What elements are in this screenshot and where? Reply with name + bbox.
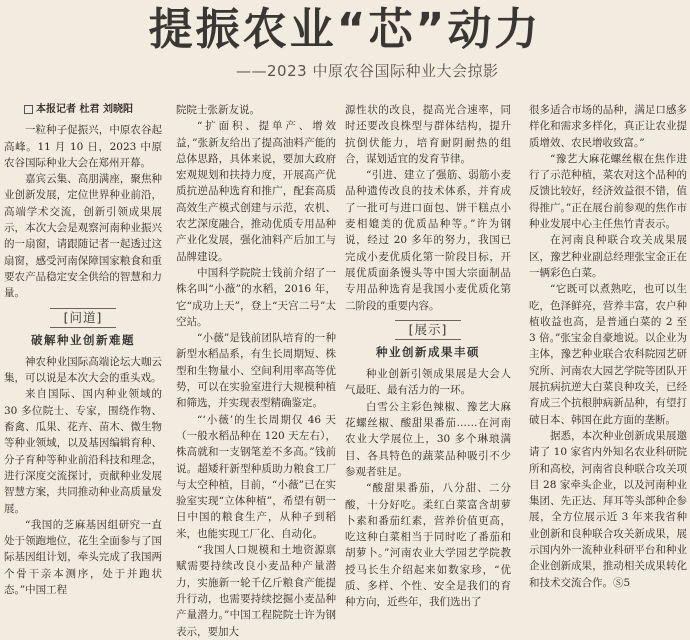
paragraph: “‘小薇’的生长周期仅 46 天（一般水稻品种在 120 天左右），株高就和一支钢笔差不多高。”钱前说。超矮秆新型种质助力粮食工厂与太空种植，目前，“小薇”已在实验室实现“立体种植”，希望有朝一日中国的粮食生产，从种子到稻米，也能实现工厂化、自动化。 [176, 413, 336, 540]
column-3 [345, 102, 511, 609]
column-2 [176, 102, 336, 638]
section-title: 破解种业创新难题 [31, 332, 135, 347]
section-header-zhanshi [345, 320, 511, 360]
section-tag: [问道] [50, 308, 117, 328]
paragraph: “它既可以煮熟吃，也可以生吃，色泽鲜亮，营养丰富，农户种植收益也高，是普通白菜的 2 至 3 倍。”张宝金自豪地说。以企业为主体，豫艺种业联合农科院园艺研究所、河南农大园艺学院等团队开展抗病抗逆大白菜良种攻关，已经育成三个抗根肿病新品种，有望打破日本、韩国在此方面的垄断。 [529, 283, 687, 426]
paragraph: “酸甜果番茄，八分甜、二分酸，十分好吃。柔红白菜富含胡萝卜素和番茄红素，营养价值更高，吃这种白菜相当于同时吃了番茄和胡萝卜。”河南农业大学园艺学院教授马长生介绍起来如数家珍，“优质、多样、个性、安全是我们的育种方向，近些年，我们选出了 [345, 482, 511, 609]
section-title: 种业创新成果丰硕 [376, 344, 480, 359]
paragraph: 源性状的改良，提高光合速率，同时还要改良株型与群体结构，提升抗倒伏能力，培育耐阴耐热的组合，谋划适宜的发育节律。 [345, 104, 511, 165]
paragraph: 种业创新引领成果展是大会人气最旺、最有活力的一环。 [345, 368, 511, 397]
section-header-wendao [4, 308, 162, 348]
byline-text: 本报记者 杜君 刘晓阳 [36, 104, 133, 115]
paragraph: 据悉，本次种业创新成果展邀请了 10 家省内外知名农业科研院所和高校，河南省良种联合攻关项目 28 家牵头企业，以及河南种业集团、先正达、拜耳等头部种企参展，全方位展示近 3 年来我省种业创新和良种联合攻关新成果，展示国内外一流种业科研平台和种业企业创新成果，推动相关成果转化和技术交流合作。Ⓢ5 [529, 429, 687, 589]
paragraph: “引进、建立了强筋、弱筋小麦品种遗传改良的技术体系，并育成了一批可与进口面包、饼干糕点小麦相媲美的优质品种等。”许为钢说，经过 20 多年的努力，我国已完成小麦优质化第一阶段目标，开展优质面条馒头等中国大宗面制品专用品种选育是我国小麦优质化第二阶段的重要内容。 [345, 169, 511, 312]
subheadline: ——2023 中原农谷国际种业大会掠影 [236, 62, 499, 80]
byline [4, 102, 162, 118]
column-1 [4, 102, 162, 597]
paragraph: 白雪公主彩色辣椒、豫艺大麻花螺丝椒、酸甜果番茄……在河南农业大学展位上，30 多个琳琅满目、各具特色的蔬菜品种吸引不少参观者驻足。 [345, 400, 511, 478]
paragraph: “豫艺大麻花螺丝椒在焦作进行了示范种植，菜农对这个品种的反馈比较好，经济效益很不错，值得推广。”正在展台前参观的焦作市种业发展中心主任焦竹青表示。 [529, 152, 687, 231]
column-4 [529, 102, 687, 589]
paragraph: 一粒种子促振兴，中原农谷起高峰。11 月 10 日，2023 中原农谷国际种业大会在郑州开幕。 [4, 124, 162, 169]
paragraph: 神农种业国际高端论坛大咖云集，可以说是本次大会的重头戏。 [4, 355, 162, 385]
paragraph: 很多适合市场的品种，满足口感多样化和需求多样化，真正让农业提质增效、农民增收致富。” [529, 104, 687, 149]
paragraph: 中国科学院院士钱前介绍了一株名叫“小薇”的水稻，2016 年，它“成功上天”，登上“天宫二号”太空站。 [176, 266, 336, 328]
paragraph: “扩面积、提单产、增效益，”张新友给出了提高油料产能的总体思路，具体来说，要加大政府宏观规划和扶持力度，开展高产优质抗逆品种选育和推广，配套高质高效生产模式创建与示范，农机、农艺深度融合，推动优质专用品种产业化发展，强化油料产后加工与品牌建设。 [176, 120, 336, 263]
paragraph: 院院士张新友说。 [176, 104, 260, 116]
byline-box-icon [24, 105, 33, 114]
paragraph: 在河南良种联合攻关成果展区，豫艺种业副总经理张宝金正在一辆彩色白菜。 [529, 234, 687, 279]
section-tag: [展示] [395, 320, 462, 340]
paragraph: “我国人口规模和土地资源禀赋需要持续改良小麦品种产量潜力，实施新一轮千亿斤粮食产能提升行动，也需要持续挖掘小麦品种产量潜力。”中国工程院院士许为钢表示，要加大 [176, 544, 336, 638]
headline: 提振农业“芯”动力 [148, 4, 542, 55]
paragraph: 嘉宾云集、高朋满座，聚焦种业创新发展，定位世界种业前沿，高端学术交流，创新引领成果展示，本次大会是观察河南种业振兴的一扇窗，请跟随记者一起透过这扇窗，感受河南保障国家粮食和重要农产品稳定安全供给的智慧和力量。 [4, 173, 162, 300]
paragraph: “我国的芝麻基因组研究一直处于领跑地位，花生全面参与了国际基因组计划，牵头完成了我国两个骨干亲本测序，处于并跑状态。”中国工程 [4, 518, 162, 597]
paragraph: “小薇”是钱前团队培育的一种新型水稻品系，有生长周期短、株型和生物量小、空间利用率高等优势，可以在实验室进行大规模种植和筛选，并实现表型精确鉴定。 [176, 332, 336, 410]
paragraph: 来自国际、国内种业领域的 30 多位院士、专家，围绕作物、畜禽、瓜果、花卉、苗木、微生物等种业领域，以及基因编辑育种、分子育种等种业前沿科技和理念，进行深度交流探讨，贡献种业发展智慧方案，共同推动种业高质量发展。 [4, 388, 162, 515]
